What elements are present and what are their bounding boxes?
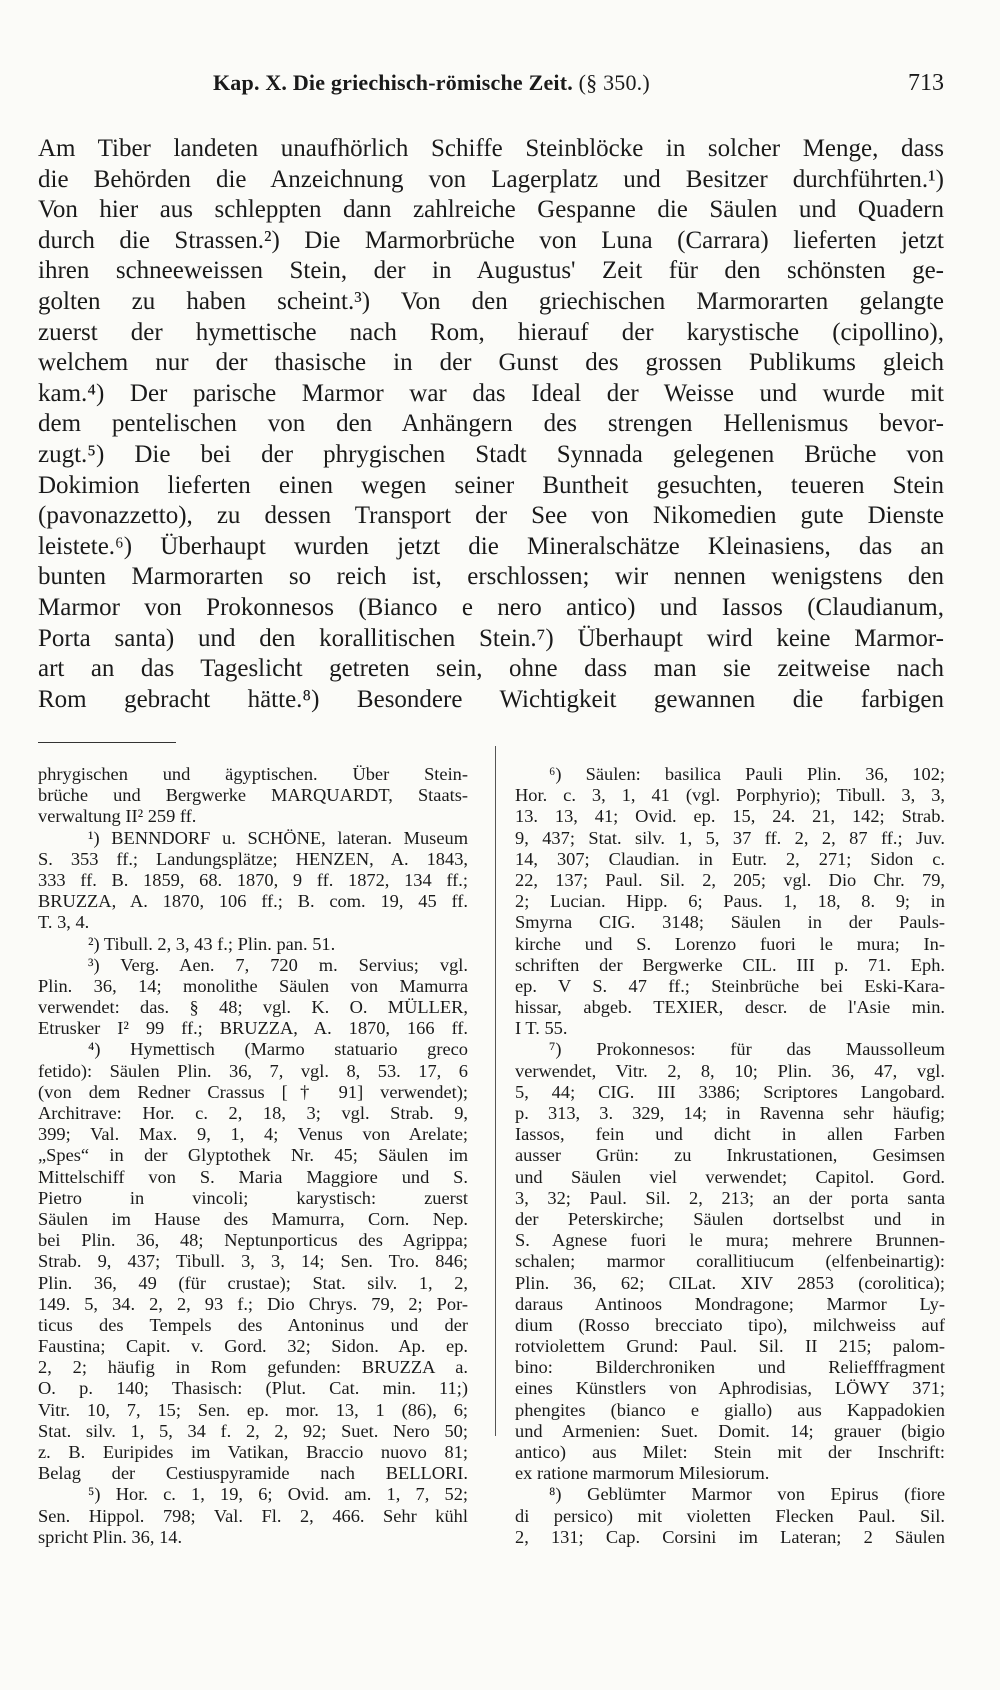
text-line: bunten Marmorarten so reich ist, erschlossen; wir nennen wenigstens den <box>38 563 944 591</box>
footnote-line: ⁴) Hymettisch (Marmo statuario greco <box>88 1039 468 1060</box>
footnote-line: verwendet, Vitr. 2, 8, 10; Plin. 36, 47, vgl. <box>515 1060 945 1081</box>
text-line: Dokimion lieferten einen wegen seiner Buntheit gesuchten, teueren Stein <box>38 471 944 499</box>
footnote-line: phengites (bianco e giallo) aus Kappadokien <box>515 1399 945 1420</box>
footnote-line: Sen. Hippol. 798; Val. Fl. 2, 466. Sehr kühl <box>38 1505 468 1526</box>
footnote-line: verwaltung II² 259 ff. <box>38 806 197 827</box>
footnote-line: hissar, abgeb. TEXIER, descr. de l'Asie min. <box>515 997 945 1018</box>
footnotes-left-column <box>38 764 468 1548</box>
text-line: Von hier aus schleppten dann zahlreiche Gespanne die Säulen und Quadern <box>38 196 944 224</box>
running-head-title: Kap. X. Die griechisch-römische Zeit. <box>213 70 573 95</box>
footnote-line: Plin. 36, 14; monolithe Säulen von Mamurra <box>38 975 468 996</box>
footnote-line: 9, 437; Stat. silv. 1, 5, 37 ff. 2, 2, 87 ff.; Juv. <box>515 827 945 848</box>
footnote-line: ticus des Tempels des Antoninus und der <box>38 1314 468 1335</box>
footnote-line: ⁸) Geblümter Marmor von Epirus (fiore <box>549 1484 945 1505</box>
footnote-line: Mittelschiff von S. Maria Maggiore und S. <box>38 1166 468 1187</box>
text-line: durch die Strassen.²) Die Marmorbrüche von Luna (Carrara) lieferten jetzt <box>38 226 944 254</box>
text-line: Marmor von Prokonnesos (Bianco e nero antico) und Iassos (Claudianum, <box>38 593 944 621</box>
footnote-line: Architrave: Hor. c. 2, 18, 3; vgl. Strab. 9, <box>38 1103 468 1123</box>
footnote-line: bei Plin. 36, 48; Neptunporticus des Agrippa; <box>38 1230 468 1251</box>
footnote-line: kirche und S. Lorenzo fuori le mura; In- <box>515 933 945 954</box>
footnote-line: 149. 5, 34. 2, 2, 93 f.; Dio Chrys. 79, 2; Por- <box>38 1293 468 1314</box>
footnote-line: schalen; marmor corallitiucum (elfenbeinartig): <box>515 1251 945 1272</box>
footnote-line: 14, 307; Claudian. in Eutr. 2, 271; Sidon c. <box>515 848 945 869</box>
footnote-line: Strab. 9, 437; Tibull. 3, 3, 14; Sen. Tro. 846; <box>38 1251 468 1272</box>
footnote-line: Plin. 36, 62; CILat. XIV 2853 (corolitica); <box>515 1272 945 1293</box>
footnote-line: fetido): Säulen Plin. 36, 7, vgl. 8, 53. 17, 6 <box>38 1060 468 1081</box>
text-line: kam.⁴) Der parische Marmor war das Ideal der Weisse und wurde mit <box>38 379 944 407</box>
footnote-line: S. Agnese fuori le mura; mehrere Brunnen- <box>515 1230 945 1251</box>
text-line: golten zu haben scheint.³) Von den griechischen Marmorarten gelangte <box>38 287 944 315</box>
footnote-line: Iassos, fein und dicht in allen Farben <box>515 1124 945 1145</box>
text-line: die Behörden die Anzeichnung von Lagerplatz und Besitzer durchführten.¹) <box>38 165 944 193</box>
footnote-line: S. 353 ff.; Landungsplätze; HENZEN, A. 1843, <box>38 848 468 869</box>
text-line: welchem nur der thasische in der Gunst des grossen Publikums gleich <box>38 349 944 377</box>
footnote-line: ep. V S. 47 ff.; Steinbrüche bei Eski-Kara- <box>515 975 945 996</box>
footnotes-right-column <box>515 764 945 1548</box>
footnote-line: 2, 2; häufig in Rom gefunden: BRUZZA a. <box>38 1357 468 1378</box>
footnote-line: ⁵) Hor. c. 1, 19, 6; Ovid. am. 1, 7, 52; <box>88 1484 468 1505</box>
footnote-line: z. B. Euripides im Vatikan, Braccio nuovo 81; <box>38 1442 468 1462</box>
footnote-line: spricht Plin. 36, 14. <box>38 1526 183 1547</box>
footnote-line: 3, 32; Paul. Sil. 2, 213; an der porta santa <box>515 1187 945 1208</box>
footnote-line: Vitr. 10, 7, 15; Sen. ep. mor. 13, 1 (86), 6; <box>38 1399 468 1420</box>
footnote-line: (von dem Redner Crassus [† 91] verwendet); <box>38 1081 468 1102</box>
text-line: (pavonazzetto), zu dessen Transport der See von Nikomedien gute Dienste <box>38 502 944 530</box>
footnote-line: Plin. 36, 49 (für crustae); Stat. silv. 1, 2, <box>38 1272 468 1293</box>
text-line: leistete.⁶) Überhaupt wurden jetzt die Mineralschätze Kleinasiens, das an <box>38 532 944 560</box>
footnote-line: 333 ff. B. 1859, 68. 1870, 9 ff. 1872, 134 ff.; <box>38 869 468 890</box>
running-head <box>213 70 650 96</box>
text-line: ihren schneeweissen Stein, der in Augustus' Zeit für den schönsten ge- <box>38 257 944 285</box>
footnote-line: Etrusker I² 99 ff.; BRUZZA, A. 1870, 166 ff. <box>38 1018 468 1039</box>
footnote-line: „Spes“ in der Glyptothek Nr. 45; Säulen im <box>38 1145 468 1166</box>
footnote-line: Belag der Cestiuspyramide nach BELLORI. <box>38 1463 468 1484</box>
footnote-line: bino: Bilderchroniken und Reliefffragment <box>515 1357 945 1378</box>
footnote-line: schriften der Bergwerke CIL. III p. 71. Eph. <box>515 954 945 975</box>
footnote-line: di persico) mit violetten Flecken Paul. Sil. <box>515 1505 945 1526</box>
text-line: dem pentelischen von den Anhängern des strengen Hellenismus bevor- <box>38 410 944 438</box>
footnote-line: ³) Verg. Aen. 7, 720 m. Servius; vgl. <box>88 954 468 975</box>
footnote-line: phrygischen und ägyptischen. Über Stein- <box>38 764 468 784</box>
main-text <box>38 134 944 715</box>
footnote-line: eines Künstlers von Aphrodisias, LÖWY 371; <box>515 1378 945 1399</box>
footnote-line: ⁶) Säulen: basilica Pauli Plin. 36, 102; <box>549 764 945 784</box>
footnote-line: und Säulen viel verwendet; Capitol. Gord. <box>515 1166 945 1187</box>
footnote-line: ⁷) Prokonnesos: für das Maussolleum <box>549 1039 945 1060</box>
footnote-line: ¹) BENNDORF u. SCHÖNE, lateran. Museum <box>88 827 468 848</box>
footnote-line: 399; Val. Max. 9, 1, 4; Venus von Arelate; <box>38 1124 468 1145</box>
footnote-line: der Peterskirche; Säulen dortselbst und in <box>515 1208 945 1229</box>
text-line: art an das Tageslicht getreten sein, ohne dass man sie zeitweise nach <box>38 655 944 683</box>
footnote-line: 2, 131; Cap. Corsini im Lateran; 2 Säulen <box>515 1526 945 1547</box>
column-divider <box>495 746 496 1436</box>
footnote-line: Smyrna CIG. 3148; Säulen in der Pauls- <box>515 912 945 933</box>
footnote-line: I T. 55. <box>515 1018 568 1039</box>
footnote-line: Hor. c. 3, 1, 41 (vgl. Porphyrio); Tibull. 3, 3, <box>515 785 945 806</box>
footnote-line: 5, 44; CIG. III 3386; Scriptores Langobard. <box>515 1081 945 1102</box>
footnote-line: O. p. 140; Thasisch: (Plut. Cat. min. 11;) <box>38 1378 468 1399</box>
footnote-line: und Armenien: Suet. Domit. 14; grauer (bigio <box>515 1420 945 1441</box>
footnote-line: 13. 13, 41; Ovid. ep. 15, 24. 21, 142; Strab. <box>515 806 945 827</box>
footnote-line: antico) aus Milet: Stein mit der Inschrift: <box>515 1442 945 1462</box>
footnote-line: T. 3, 4. <box>38 912 90 933</box>
footnote-line: 2; Lucian. Hipp. 6; Paus. 1, 18, 8. 9; in <box>515 891 945 912</box>
footnote-line: Säulen im Hause des Mamurra, Corn. Nep. <box>38 1208 468 1229</box>
page-header <box>38 70 944 106</box>
section-reference: (§ 350.) <box>578 70 650 95</box>
footnote-line: brüche und Bergwerke MARQUARDT, Staats- <box>38 785 468 806</box>
footnote-line: ²) Tibull. 2, 3, 43 f.; Plin. pan. 51. <box>88 933 336 954</box>
footnote-line: dium (Rosso brecciato tipo), milchweiss auf <box>515 1314 945 1335</box>
footnote-line: daraus Antinoos Mondragone; Marmor Ly- <box>515 1293 945 1314</box>
text-line: zuerst der hymettische nach Rom, hierauf der karystische (cipollino), <box>38 318 944 346</box>
text-line: zugt.⁵) Die bei der phrygischen Stadt Synnada gelegenen Brüche von <box>38 440 944 468</box>
footnote-line: Stat. silv. 1, 5, 34 f. 2, 2, 92; Suet. Nero 50; <box>38 1420 468 1441</box>
footnote-line: ex ratione marmorum Milesiorum. <box>515 1463 770 1484</box>
footnote-separator <box>38 742 176 743</box>
page-number: 713 <box>908 70 944 96</box>
text-line: Porta santa) und den korallitischen Stein.⁷) Überhaupt wird keine Marmor- <box>38 624 944 652</box>
text-line: Rom gebracht hätte.⁸) Besondere Wichtigkeit gewannen die farbigen <box>38 685 944 713</box>
footnote-line: verwendet: das. § 48; vgl. K. O. MÜLLER, <box>38 997 468 1018</box>
footnote-line: p. 313, 3. 329, 14; in Ravenna sehr häufig; <box>515 1103 945 1123</box>
footnote-line: Faustina; Capit. v. Gord. 32; Sidon. Ap. ep. <box>38 1336 468 1357</box>
text-line: Am Tiber landeten unaufhörlich Schiffe Steinblöcke in solcher Menge, dass <box>38 135 944 162</box>
footnote-line: Pietro in vincoli; karystisch: zuerst <box>38 1187 468 1208</box>
footnote-line: ausser Grün: zu Inkrustationen, Gesimsen <box>515 1145 945 1166</box>
footnote-line: rotviolettem Grund: Paul. Sil. II 215; palom- <box>515 1336 945 1357</box>
footnote-line: 22, 137; Paul. Sil. 2, 205; vgl. Dio Chr. 79, <box>515 869 945 890</box>
footnote-line: BRUZZA, A. 1870, 106 ff.; B. com. 19, 45 ff. <box>38 891 468 912</box>
